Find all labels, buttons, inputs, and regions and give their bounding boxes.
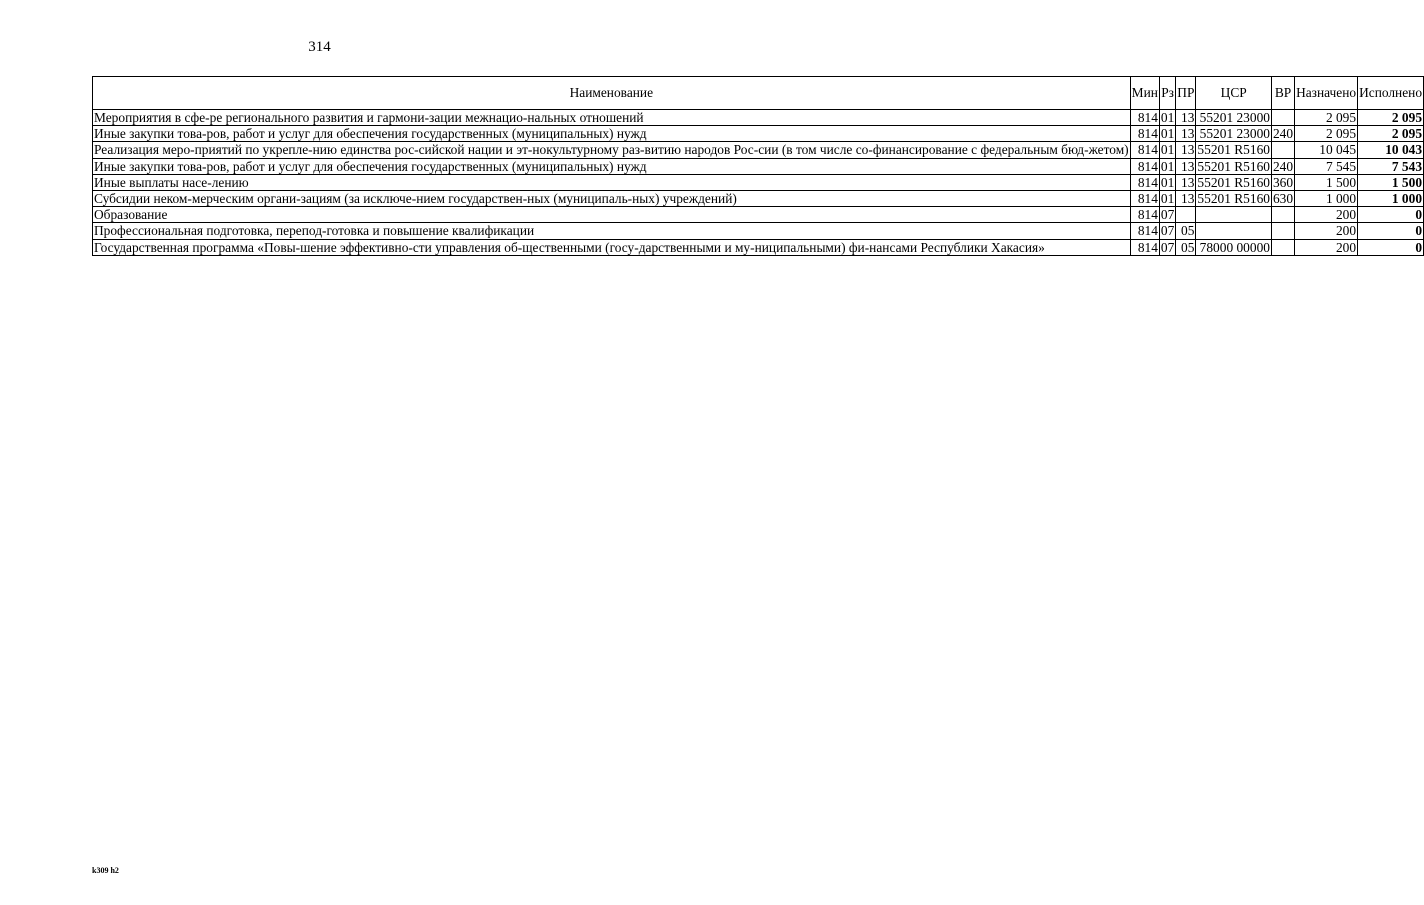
page-number: 314	[308, 39, 331, 55]
row-min: 814	[1130, 110, 1159, 126]
row-executed: 7 543	[1358, 158, 1424, 174]
row-name: Мероприятия в сфе-ре регионального развития и гармони-зации межнацио-нальных отношений	[93, 110, 1131, 126]
row-csr: 55201 23000	[1196, 126, 1272, 142]
table-row	[93, 174, 1424, 190]
header-vr: ВР	[1271, 77, 1294, 110]
row-csr: 55201 23000	[1196, 110, 1272, 126]
row-rz: 01	[1160, 142, 1175, 158]
row-assigned: 200	[1295, 239, 1358, 255]
row-csr	[1196, 207, 1272, 223]
row-assigned: 200	[1295, 223, 1358, 239]
row-executed: 2 095	[1358, 126, 1424, 142]
row-executed: 1 500	[1358, 174, 1424, 190]
row-vr	[1271, 110, 1294, 126]
row-pr: 13	[1176, 142, 1196, 158]
row-name: Реализация меро-приятий по укрепле-нию единства рос-сийской нации и эт-нокультурному раз-витию народов Рос-сии (в том числе со-финансирование с федеральным бюд-жетом)	[94, 142, 1129, 158]
table-header-row	[93, 77, 1424, 110]
row-executed: 0	[1358, 239, 1424, 255]
footer-code: k309 h2	[92, 866, 119, 875]
row-assigned: 2 095	[1295, 126, 1358, 142]
row-executed: 10 043	[1358, 142, 1424, 158]
row-min: 814	[1130, 158, 1159, 174]
row-pr: 13	[1176, 158, 1196, 174]
table-row	[93, 207, 1424, 223]
header-min: Мин	[1130, 77, 1159, 110]
row-vr: 630	[1272, 191, 1294, 207]
row-executed: 1 000	[1358, 191, 1424, 207]
row-min: 814	[1130, 142, 1159, 158]
header-executed: Исполнено	[1358, 77, 1424, 110]
table-row	[93, 142, 1424, 158]
row-executed: 2 095	[1358, 110, 1424, 126]
row-rz: 07	[1160, 207, 1175, 223]
row-executed: 0	[1358, 207, 1424, 223]
row-assigned: 1 500	[1295, 174, 1358, 190]
budget-table	[92, 76, 1424, 256]
header-rz: Рз	[1159, 77, 1175, 110]
table-row	[93, 110, 1424, 126]
row-assigned: 2 095	[1295, 110, 1358, 126]
header-pr: ПР	[1176, 77, 1196, 110]
row-csr: 78000 00000	[1196, 239, 1272, 255]
row-rz: 07	[1160, 223, 1175, 239]
row-pr: 13	[1176, 174, 1196, 190]
row-name: Образование	[93, 207, 1131, 223]
row-min: 814	[1130, 207, 1159, 223]
row-csr: 55201 R5160	[1197, 158, 1270, 174]
row-vr: 360	[1272, 174, 1294, 190]
row-csr: 55201 R5160	[1197, 174, 1270, 190]
row-name: Профессиональная подготовка, перепод-готовка и повышение квалификации	[93, 223, 1131, 239]
row-name: Иные закупки това-ров, работ и услуг для обеспечения государственных (муниципальных) нужд	[93, 158, 1131, 174]
row-csr	[1196, 223, 1272, 239]
row-name: Иные закупки това-ров, работ и услуг для обеспечения государственных (муниципальных) нужд	[93, 126, 1131, 142]
row-vr: 240	[1272, 158, 1294, 174]
row-min: 814	[1130, 174, 1159, 190]
table-row	[93, 223, 1424, 239]
table-row	[93, 158, 1424, 174]
row-rz: 07	[1160, 239, 1175, 255]
row-rz: 01	[1160, 191, 1175, 207]
row-rz: 01	[1160, 174, 1175, 190]
row-name: Субсидии неком-мерческим органи-зациям (за исключе-нием государствен-ных (муниципаль-ных) учреждений)	[93, 191, 1131, 207]
row-vr: 240	[1272, 126, 1294, 142]
row-pr: 13	[1176, 126, 1196, 142]
row-rz: 01	[1160, 158, 1175, 174]
header-csr: ЦСР	[1196, 77, 1272, 110]
row-vr	[1271, 142, 1294, 158]
row-rz: 01	[1160, 110, 1175, 125]
row-min: 814	[1130, 223, 1159, 239]
row-assigned: 1 000	[1295, 191, 1358, 207]
row-name: Иные выплаты насе-лению	[93, 174, 1131, 190]
row-min: 814	[1130, 191, 1159, 207]
row-pr: 13	[1176, 110, 1196, 126]
row-csr: 55201 R5160	[1197, 191, 1270, 207]
row-min: 814	[1130, 126, 1159, 142]
row-pr	[1176, 207, 1196, 223]
row-assigned: 200	[1295, 207, 1358, 223]
table-row	[93, 191, 1424, 207]
row-pr: 13	[1176, 191, 1196, 207]
header-name: Наименование	[93, 77, 1131, 110]
row-csr: 55201 R5160	[1197, 142, 1270, 158]
row-rz: 01	[1160, 126, 1175, 142]
table-row	[93, 126, 1424, 142]
row-pr: 05	[1176, 223, 1196, 239]
header-assigned: Назначено	[1295, 77, 1358, 110]
row-vr	[1271, 239, 1294, 255]
row-vr	[1271, 223, 1294, 239]
row-executed: 0	[1358, 223, 1424, 239]
row-vr	[1271, 207, 1294, 223]
row-assigned: 7 545	[1295, 158, 1358, 174]
table-row	[93, 239, 1424, 255]
row-name: Государственная программа «Повы-шение эффективно-сти управления об-щественными (госу-дарственными и му-ниципальными) фи-нансами Республики Хакасия»	[93, 239, 1131, 255]
row-min: 814	[1130, 239, 1159, 255]
row-pr: 05	[1176, 239, 1196, 255]
row-assigned: 10 045	[1295, 142, 1358, 158]
